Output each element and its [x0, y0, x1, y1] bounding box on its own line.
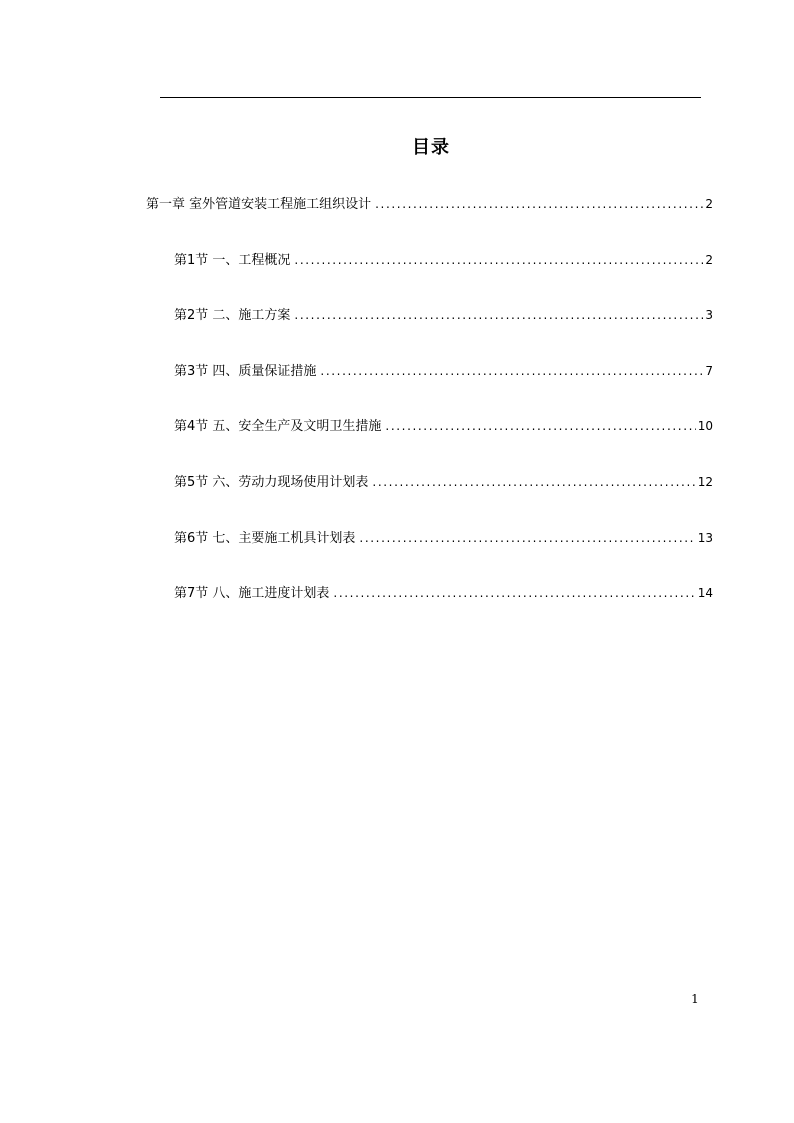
toc-dot-leader [372, 475, 695, 489]
toc-entry-label: 第一章 室外管道安装工程施工组织设计 [146, 197, 372, 212]
toc-entry-page: 2 [705, 253, 713, 267]
toc-entry-label: 第4节 五、安全生产及文明卫生措施 [174, 419, 382, 434]
toc-entry-section-5[interactable] [174, 471, 713, 490]
toc-entry-section-2[interactable] [174, 304, 713, 323]
page-number: 1 [691, 992, 699, 1006]
toc-dot-leader [294, 308, 703, 322]
toc-entry-chapter-1[interactable] [146, 193, 713, 212]
toc-dot-leader [359, 531, 695, 545]
toc-entry-page: 3 [705, 308, 713, 322]
toc-entry-section-3[interactable] [174, 360, 713, 379]
toc-dot-leader [385, 419, 695, 433]
toc-entry-page: 2 [705, 197, 713, 211]
toc-entry-label: 第7节 八、施工进度计划表 [174, 586, 330, 601]
toc-entry-label: 第1节 一、工程概况 [174, 253, 291, 268]
page-title: 目录 [412, 137, 450, 158]
toc-dot-leader [375, 197, 703, 211]
toc-entry-section-4[interactable] [174, 415, 713, 434]
toc-entry-label: 第2节 二、施工方案 [174, 308, 291, 323]
toc-entry-label: 第5节 六、劳动力现场使用计划表 [174, 475, 369, 490]
toc-dot-leader [294, 253, 703, 267]
toc-entry-page: 14 [697, 586, 713, 600]
toc-entry-page: 13 [697, 531, 713, 545]
toc-entry-section-7[interactable] [174, 582, 713, 601]
toc-entry-label: 第6节 七、主要施工机具计划表 [174, 531, 356, 546]
toc-dot-leader [320, 364, 703, 378]
toc-entry-page: 10 [697, 419, 713, 433]
toc-entry-page: 7 [705, 364, 713, 378]
toc-entry-label: 第3节 四、质量保证措施 [174, 364, 317, 379]
toc-dot-leader [333, 586, 695, 600]
toc-entry-section-6[interactable] [174, 527, 713, 546]
toc-entry-section-1[interactable] [174, 249, 713, 268]
toc-entry-page: 12 [697, 475, 713, 489]
